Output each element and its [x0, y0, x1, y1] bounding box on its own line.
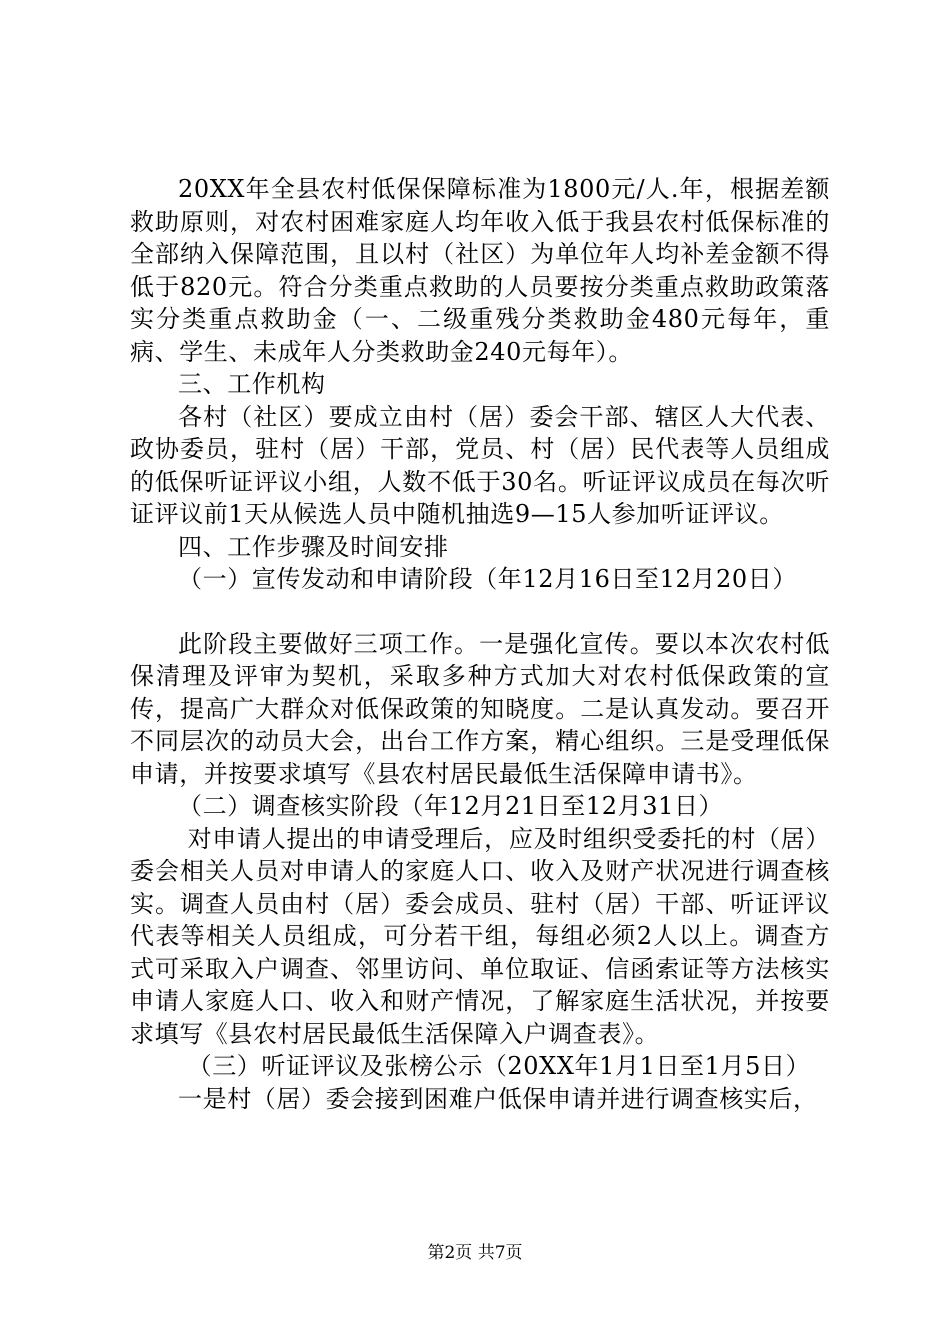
page-number-label: 第2页 共7页 [427, 1243, 523, 1263]
paragraph-hearing-first: 一是村（居）委会接到困难户低保申请并进行调查核实后， [178, 1084, 818, 1113]
paragraph-publicity-tasks: 此阶段主要做好三项工作。一是强化宣传。要以本次农村低保清理及评审为契机，采取多种方式加大对农村低保政策的宣传，提高广大群众对低保政策的知晓度。二是认真发动。要召开不同层次的动员大会，出台工作方案，精心组织。三是受理低保申请，并按要求填写《县农村居民最低生活保障申请书》。 [130, 629, 830, 788]
subheading-investigation: （二）调查核实阶段（年12月21日至12月31日） [178, 792, 724, 820]
section-heading-steps-schedule: 四、工作步骤及时间安排 [178, 532, 449, 561]
paragraph-investigation: 对申请人提出的申请受理后，应及时组织受委托的村（居）委会相关人员对申请人的家庭人口、收入及财产状况进行调查核实。调查人员由村（居）委会成员、驻村（居）干部、听证评议代表等相关人员组成，可分若干组，每组必须2人以上。调查方式可采取入户调查、邻里访问、单位取证、信函索证等方法核实申请人家庭人口、收入和财产情况，了解家庭生活状况，并按要求填写《县农村居民最低生活保障入户调查表》。 [130, 824, 830, 1048]
paragraph-standard: 20XX年全县农村低保保障标准为1800元/人.年，根据差额救助原则，对农村困难家庭人均年收入低于我县农村低保标准的全部纳入保障范围，且以村（社区）为单位年人均补差金额不得低于820元。符合分类重点救助的人员要按分类重点救助政策落实分类重点救助金（一、二级重残分类救助金480元每年，重病、学生、未成年人分类救助金240元每年）。 [130, 175, 830, 366]
document-body [130, 173, 830, 1115]
page-footer [0, 1238, 950, 1263]
section-heading-work-organization: 三、工作机构 [178, 370, 326, 398]
subheading-hearing-publicity: （三）听证评议及张榜公示（20XX年1月1日至1月5日） [187, 1052, 811, 1080]
subheading-publicity-application: （一）宣传发动和申请阶段（年12月16日至12月20日） [178, 565, 797, 593]
paragraph-hearing-group: 各村（社区）要成立由村（居）委会干部、辖区人大代表、政协委员，驻村（居）干部，党员、村（居）民代表等人员组成的低保听证评议小组，人数不低于30名。听证评议成员在每次听证评议前1天从候选人员中随机抽选9—15人参加听证评议。 [130, 402, 830, 528]
